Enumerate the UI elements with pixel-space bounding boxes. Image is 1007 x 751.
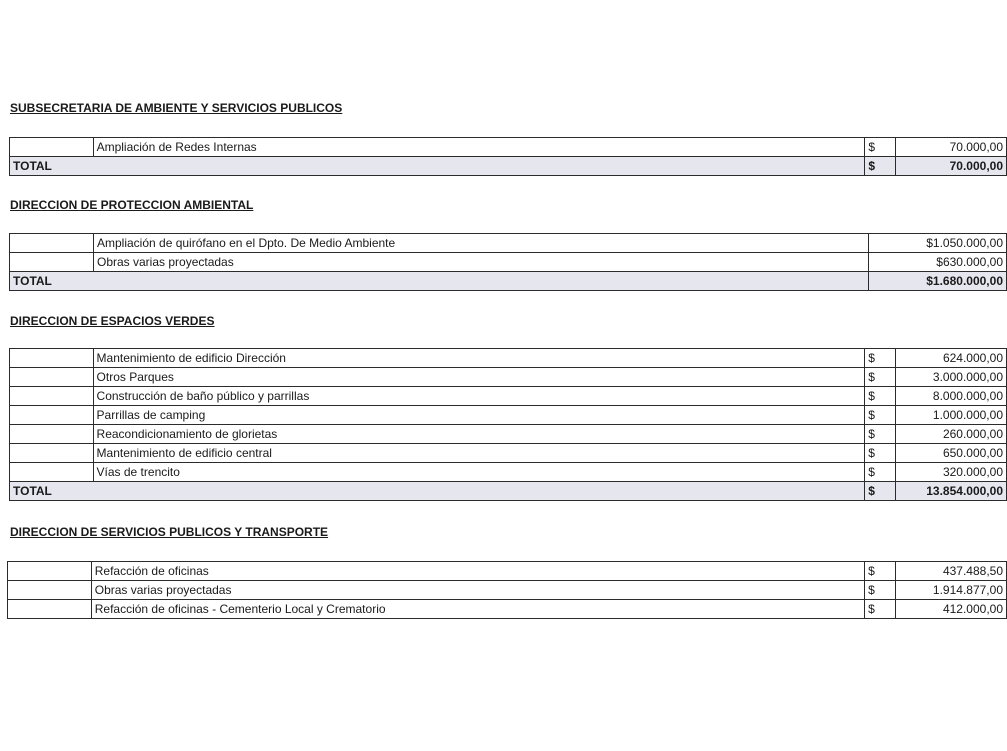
table-row — [10, 368, 1007, 387]
currency-sign: $ — [865, 581, 896, 600]
table-row — [10, 349, 1007, 368]
section-heading: SUBSECRETARIA DE AMBIENTE Y SERVICIOS PUBLICOS — [10, 101, 343, 115]
item-description: Obras varias proyectadas — [94, 253, 869, 272]
item-description: Reacondicionamiento de glorietas — [93, 425, 865, 444]
currency-sign: $ — [865, 562, 896, 581]
total-row — [10, 482, 1007, 501]
currency-sign: $ — [865, 157, 896, 176]
item-amount: 320.000,00 — [896, 463, 1007, 482]
table-row — [10, 234, 1007, 253]
item-amount: 1.914.877,00 — [896, 581, 1007, 600]
total-amount: $1.680.000,00 — [869, 272, 1007, 291]
empty-cell — [10, 253, 94, 272]
currency-sign: $ — [865, 406, 896, 425]
item-amount: 70.000,00 — [896, 138, 1007, 157]
table-row — [10, 463, 1007, 482]
table-row — [8, 562, 1007, 581]
item-description: Mantenimiento de edificio Dirección — [93, 349, 865, 368]
item-description: Ampliación de quirófano en el Dpto. De Medio Ambiente — [94, 234, 869, 253]
item-amount: 624.000,00 — [896, 349, 1007, 368]
table-row — [8, 600, 1007, 619]
currency-sign: $ — [865, 425, 896, 444]
budget-table — [9, 137, 1007, 176]
total-row — [10, 157, 1007, 176]
item-amount: 650.000,00 — [896, 444, 1007, 463]
empty-cell — [10, 368, 94, 387]
currency-sign: $ — [865, 444, 896, 463]
item-amount: 1.000.000,00 — [896, 406, 1007, 425]
item-description: Mantenimiento de edificio central — [93, 444, 865, 463]
empty-cell — [10, 349, 94, 368]
total-label: TOTAL — [10, 272, 869, 291]
table-row — [10, 253, 1007, 272]
empty-cell — [10, 406, 94, 425]
empty-cell — [8, 562, 92, 581]
table-row — [10, 406, 1007, 425]
empty-cell — [10, 425, 94, 444]
total-amount: 70.000,00 — [896, 157, 1007, 176]
empty-cell — [10, 387, 94, 406]
currency-sign: $ — [865, 600, 896, 619]
item-amount: $1.050.000,00 — [869, 234, 1007, 253]
empty-cell — [8, 581, 92, 600]
item-description: Obras varias proyectadas — [91, 581, 864, 600]
currency-sign: $ — [865, 387, 896, 406]
currency-sign: $ — [865, 349, 896, 368]
item-description: Parrillas de camping — [93, 406, 865, 425]
currency-sign: $ — [865, 138, 896, 157]
item-description: Construcción de baño público y parrillas — [93, 387, 865, 406]
budget-table — [7, 561, 1007, 619]
empty-cell — [8, 600, 92, 619]
section-heading: DIRECCION DE SERVICIOS PUBLICOS Y TRANSPORTE — [10, 525, 329, 539]
table-row — [10, 425, 1007, 444]
empty-cell — [10, 138, 94, 157]
item-amount: 437.488,50 — [896, 562, 1007, 581]
item-description: Otros Parques — [93, 368, 865, 387]
item-description: Ampliación de Redes Internas — [93, 138, 865, 157]
item-amount: 412.000,00 — [896, 600, 1007, 619]
budget-table — [9, 233, 1007, 291]
table-row — [10, 444, 1007, 463]
budget-table — [9, 348, 1007, 501]
empty-cell — [10, 444, 94, 463]
item-amount: 8.000.000,00 — [896, 387, 1007, 406]
currency-sign: $ — [865, 482, 896, 501]
empty-cell — [10, 234, 94, 253]
item-description: Refacción de oficinas — [91, 562, 864, 581]
item-amount: $630.000,00 — [869, 253, 1007, 272]
total-label: TOTAL — [10, 157, 865, 176]
section-heading: DIRECCION DE PROTECCION AMBIENTAL — [10, 198, 254, 212]
item-description: Refacción de oficinas - Cementerio Local y Crematorio — [91, 600, 864, 619]
empty-cell — [10, 463, 94, 482]
item-description: Vías de trencito — [93, 463, 865, 482]
section-heading: DIRECCION DE ESPACIOS VERDES — [10, 314, 215, 328]
currency-sign: $ — [865, 368, 896, 387]
item-amount: 3.000.000,00 — [896, 368, 1007, 387]
table-row — [10, 138, 1007, 157]
total-row — [10, 272, 1007, 291]
table-row — [10, 387, 1007, 406]
table-row — [8, 581, 1007, 600]
item-amount: 260.000,00 — [896, 425, 1007, 444]
total-label: TOTAL — [10, 482, 865, 501]
currency-sign: $ — [865, 463, 896, 482]
total-amount: 13.854.000,00 — [896, 482, 1007, 501]
